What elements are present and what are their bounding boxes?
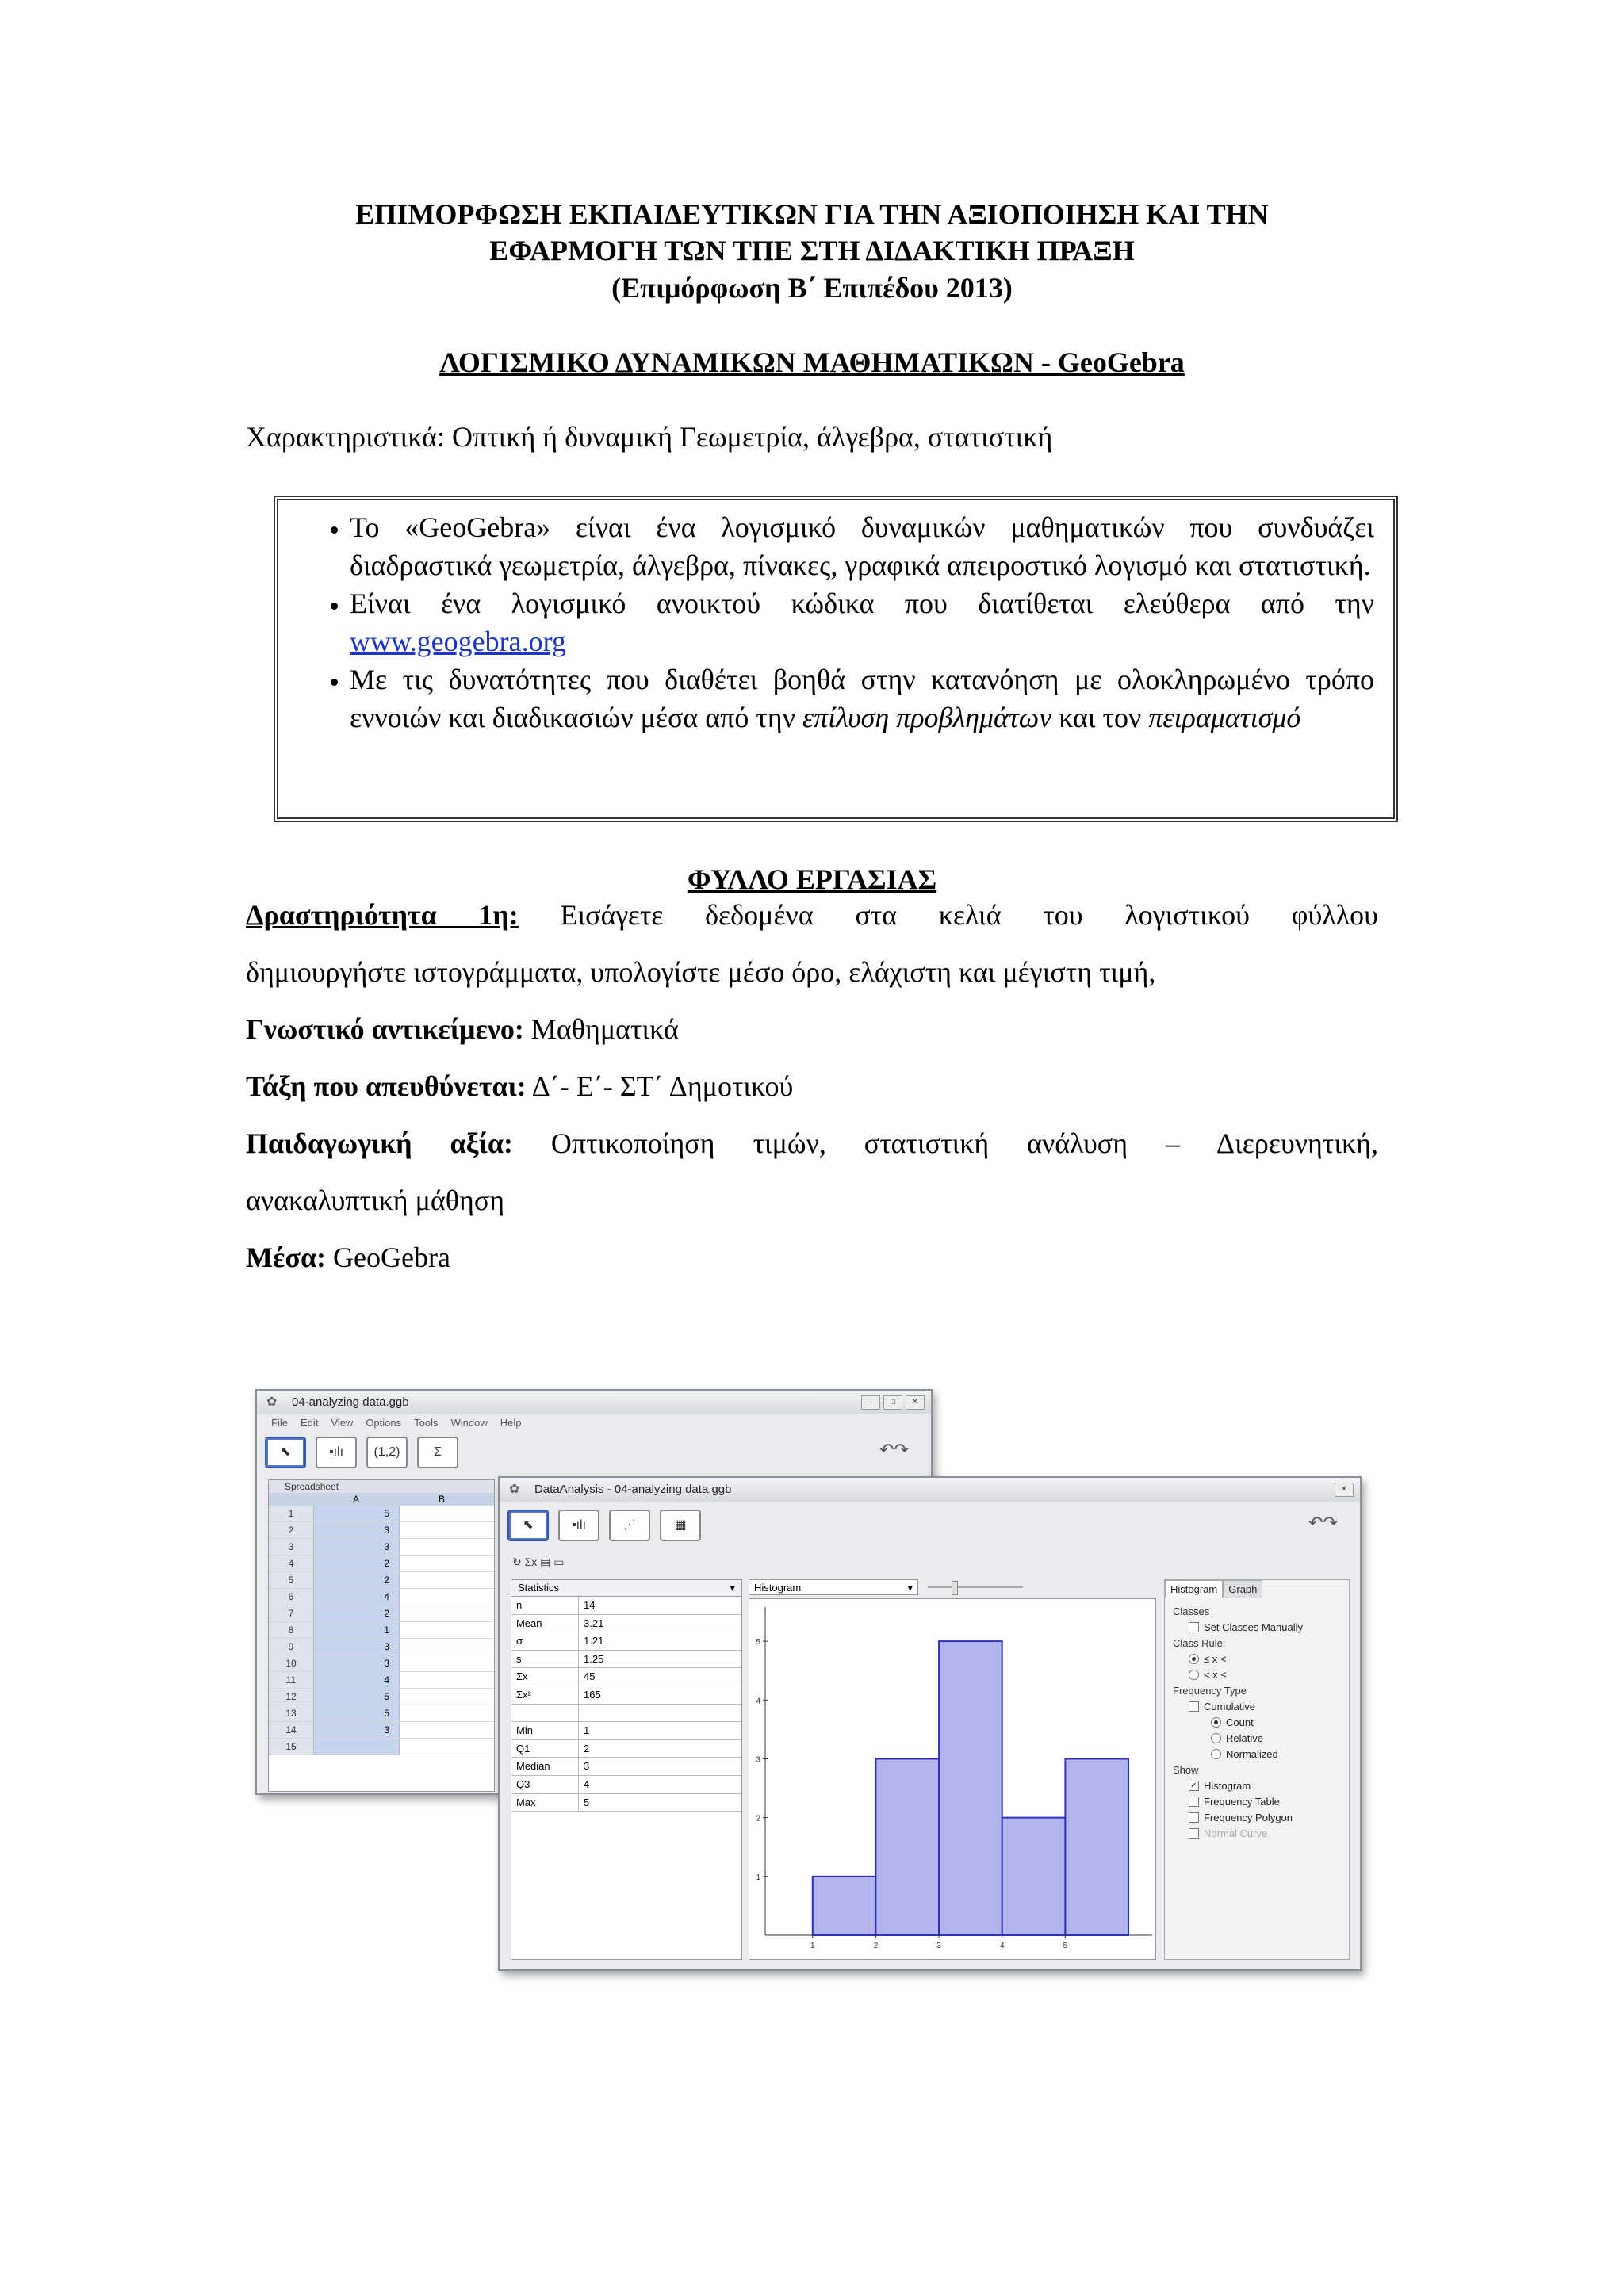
cell-a[interactable]: 3 — [314, 1722, 400, 1738]
rule-left-closed-radio[interactable] — [1189, 1653, 1349, 1665]
show-frequency-table-checkbox[interactable] — [1189, 1796, 1349, 1808]
geogebra-link[interactable]: www.geogebra.org — [350, 626, 566, 657]
media-line — [246, 1241, 1378, 1274]
column-header-row — [269, 1493, 494, 1506]
da-toolbar — [508, 1510, 701, 1541]
statistics-row — [511, 1615, 741, 1633]
subject-line — [246, 1012, 1378, 1046]
statistics-row — [511, 1651, 741, 1669]
da-window-buttons — [1335, 1483, 1354, 1497]
doc-header-line3: (Επιμόρφωση Β΄ Επιπέδου 2013) — [611, 272, 1013, 304]
cell-b[interactable] — [400, 1722, 485, 1738]
checkbox-icon — [1189, 1622, 1199, 1632]
spreadsheet-row — [269, 1605, 494, 1622]
relative-label: Relative — [1226, 1732, 1263, 1744]
cell-a[interactable]: 2 — [314, 1572, 400, 1588]
value-label: Παιδαγωγική αξία: — [246, 1127, 513, 1159]
bullet-1-text: Το «GeoGebra» είναι ένα λογισμικό δυναμικών μαθηματικών που συνδυάζει διαδραστικά γεωμετρία, άλγεβρα, πίνακες, γραφικά απειροστικό λογισμό και στατιστική. — [350, 511, 1374, 581]
stat-name — [511, 1705, 579, 1722]
rule2-label: < x ≤ — [1204, 1669, 1227, 1681]
media-value: GeoGebra — [333, 1242, 450, 1273]
row-number[interactable]: 11 — [269, 1672, 314, 1688]
cell-b[interactable] — [400, 1622, 485, 1638]
rule1-label: ≤ x < — [1204, 1653, 1227, 1665]
gg-window-title: 04-analyzing data.ggb — [292, 1395, 409, 1409]
menu-options[interactable]: Options — [366, 1417, 402, 1429]
gg-menubar — [257, 1414, 931, 1432]
stat-value: 1.25 — [584, 1652, 604, 1665]
histogram-bar — [875, 1758, 939, 1935]
normalized-label: Normalized — [1226, 1748, 1278, 1760]
row-number[interactable]: 1 — [269, 1506, 314, 1521]
gg-toolbar — [265, 1437, 458, 1468]
cell-a[interactable]: 5 — [314, 1689, 400, 1705]
spreadsheet-row — [269, 1655, 494, 1672]
stat-value — [579, 1705, 584, 1722]
show-label: Show — [1173, 1764, 1199, 1776]
geogebra-logo-icon: ✿ — [266, 1395, 278, 1409]
cumulative-label: Cumulative — [1204, 1701, 1256, 1712]
stat-name: Max — [511, 1794, 579, 1812]
stat-value: 1 — [584, 1724, 590, 1737]
row-number[interactable]: 10 — [269, 1655, 314, 1671]
info-bullets — [297, 508, 1374, 737]
chart-type-dropdown[interactable] — [749, 1579, 918, 1595]
bullet-3-mid: και τον — [1059, 702, 1142, 733]
histogram-svg — [749, 1599, 1155, 1959]
stat-value: 2 — [584, 1742, 590, 1755]
statistics-row — [511, 1632, 741, 1651]
stat-value: 5 — [584, 1796, 590, 1808]
spreadsheet[interactable] — [268, 1479, 495, 1792]
count-label: Count — [1226, 1716, 1254, 1728]
cell-a[interactable]: 2 — [314, 1556, 400, 1571]
stat-name: s — [511, 1651, 579, 1668]
x-tick-label: 2 — [873, 1942, 879, 1950]
info-bullet-3 — [350, 660, 1374, 737]
da-chart-tool-button[interactable]: ▪ılı — [558, 1510, 599, 1541]
class-label: Τάξη που απευθύνεται: — [246, 1070, 527, 1102]
statistics-row — [511, 1668, 741, 1686]
statistics-row — [511, 1722, 741, 1740]
menu-edit[interactable]: Edit — [300, 1417, 319, 1429]
spreadsheet-header: Spreadsheet — [269, 1480, 494, 1493]
y-tick-label: 3 — [756, 1755, 760, 1765]
statistics-table — [511, 1597, 741, 1812]
stat-value: 4 — [584, 1777, 590, 1790]
activity-label: Δραστηριότητα 1η: — [246, 899, 519, 931]
class-value: Δ΄- Ε΄- ΣΤ΄ Δημοτικού — [531, 1070, 794, 1102]
doc-header-line2: ΕΦΑΡΜΟΓΗ ΤΩΝ ΤΠΕ ΣΤΗ ΔΙΔΑΚΤΙΚΗ ΠΡΑΞΗ — [489, 235, 1135, 266]
spreadsheet-row — [269, 1622, 494, 1639]
column-b-header[interactable]: B — [438, 1494, 445, 1505]
undo-redo-icon[interactable]: ↶↷ — [879, 1440, 909, 1460]
statistics-row — [511, 1705, 741, 1723]
spreadsheet-row — [269, 1589, 494, 1605]
cell-a[interactable]: 5 — [314, 1506, 400, 1521]
value-text: Οπτικοποίηση τιμών, στατιστική ανάλυση – Διερευνητική, — [550, 1127, 1379, 1159]
chart-type-label: Histogram — [754, 1582, 802, 1594]
radio-icon — [1211, 1749, 1221, 1759]
statistics-row — [511, 1597, 741, 1615]
y-tick-label: 4 — [756, 1697, 760, 1706]
spreadsheet-row — [269, 1539, 494, 1556]
spreadsheet-row — [269, 1522, 494, 1539]
activity-text: Εισάγετε δεδομένα στα κελιά του λογιστικού φύλλου — [560, 899, 1379, 931]
show-histogram-label: Histogram — [1204, 1780, 1251, 1792]
stat-value: 1.21 — [584, 1635, 604, 1647]
rule-right-closed-radio[interactable] — [1189, 1669, 1349, 1681]
stat-name: Mean — [511, 1615, 579, 1632]
row-number[interactable]: 7 — [269, 1605, 314, 1621]
bullet-3-em2: πειραματισμό — [1148, 702, 1301, 733]
da-undo-redo-icon[interactable]: ↶↷ — [1308, 1513, 1338, 1533]
stat-value: 165 — [584, 1688, 601, 1701]
value-continuation: ανακαλυπτική μάθηση — [246, 1184, 505, 1216]
x-tick-label: 5 — [1063, 1942, 1068, 1950]
statistics-row — [511, 1758, 741, 1776]
stat-name: Σx² — [511, 1686, 579, 1704]
row-number[interactable]: 5 — [269, 1572, 314, 1588]
checkbox-icon — [1189, 1701, 1199, 1712]
cell-a[interactable]: 4 — [314, 1672, 400, 1688]
bullet-2-text: Είναι ένα λογισμικό ανοικτού κώδικα που διατίθεται ελεύθερα από την — [350, 587, 1374, 619]
row-number[interactable]: 3 — [269, 1539, 314, 1555]
show-frequency-polygon-label: Frequency Polygon — [1204, 1812, 1293, 1823]
statistics-panel — [511, 1579, 742, 1960]
stat-name: Σx — [511, 1668, 579, 1686]
frequency-type-label: Frequency Type — [1173, 1685, 1247, 1697]
row-number[interactable]: 9 — [269, 1639, 314, 1655]
statistics-row — [511, 1794, 741, 1812]
spreadsheet-row — [269, 1739, 494, 1755]
cell-b[interactable] — [400, 1689, 485, 1705]
cell-b[interactable] — [400, 1672, 485, 1688]
cell-a[interactable]: 5 — [314, 1705, 400, 1721]
x-tick-label: 3 — [936, 1942, 941, 1950]
subject-label: Γνωστικό αντικείμενο: — [246, 1013, 524, 1045]
statistics-row — [511, 1686, 741, 1705]
features-line: Χαρακτηριστικά: Οπτική ή δυναμική Γεωμετρία, άλγεβρα, στατιστική — [246, 421, 1053, 453]
row-number[interactable]: 15 — [269, 1739, 314, 1755]
histogram-chart — [749, 1598, 1156, 1960]
statistics-row — [511, 1776, 741, 1794]
stat-name: Median — [511, 1758, 579, 1775]
cell-b[interactable] — [400, 1556, 485, 1571]
normalized-radio[interactable] — [1211, 1748, 1349, 1760]
class-line — [246, 1070, 1378, 1103]
spreadsheet-row — [269, 1639, 494, 1655]
cell-b[interactable] — [400, 1539, 485, 1555]
checkbox-icon — [1189, 1797, 1199, 1807]
move-tool-button[interactable]: ⬉ — [265, 1437, 306, 1468]
spreadsheet-rows — [269, 1506, 494, 1755]
chevron-down-icon: ▾ — [907, 1582, 913, 1594]
da-titlebar — [500, 1478, 1360, 1502]
geogebra-logo-icon: ✿ — [509, 1483, 520, 1496]
spreadsheet-row — [269, 1506, 494, 1522]
histogram-bar — [1002, 1818, 1066, 1935]
cell-a[interactable]: 3 — [314, 1522, 400, 1538]
da-close-button[interactable]: ✕ — [1335, 1483, 1354, 1497]
cell-a[interactable]: 3 — [314, 1639, 400, 1655]
doc-subtitle: ΛΟΓΙΣΜΙΚΟ ΔΥΝΑΜΙΚΩΝ ΜΑΘΗΜΑΤΙΚΩΝ - GeoGebra — [439, 346, 1185, 378]
radio-icon — [1189, 1670, 1199, 1680]
x-tick-label: 1 — [810, 1942, 815, 1950]
options-group — [1165, 1598, 1349, 1839]
maximize-button[interactable]: □ — [883, 1395, 902, 1410]
checkbox-icon — [1189, 1828, 1199, 1839]
cell-b[interactable] — [400, 1705, 485, 1721]
show-normal-curve-checkbox[interactable] — [1189, 1827, 1349, 1839]
spreadsheet-row — [269, 1556, 494, 1572]
histogram-options-panel — [1164, 1579, 1350, 1960]
menu-tools[interactable]: Tools — [414, 1417, 439, 1429]
cell-a[interactable]: 3 — [314, 1655, 400, 1671]
spreadsheet-row — [269, 1572, 494, 1589]
cell-b[interactable] — [400, 1506, 485, 1521]
subject-value: Μαθηματικά — [530, 1013, 679, 1045]
data-analysis-window — [498, 1476, 1362, 1971]
stat-name: Min — [511, 1722, 579, 1739]
cell-a[interactable]: 3 — [314, 1539, 400, 1555]
row-number[interactable]: 14 — [269, 1722, 314, 1738]
y-tick-label: 1 — [756, 1873, 760, 1882]
row-number[interactable]: 12 — [269, 1689, 314, 1705]
cell-b[interactable] — [400, 1639, 485, 1655]
set-classes-checkbox[interactable] — [1189, 1621, 1349, 1633]
cell-a[interactable]: 2 — [314, 1605, 400, 1621]
bullet-3-text: Με τις δυνατότητες που διαθέτει βοηθά στην κατανόηση με ολοκληρωμένο τρόπο εννοιών και διαδικασιών μέσα από την — [350, 664, 1374, 733]
column-a-header[interactable]: A — [352, 1494, 359, 1505]
chart-tool-button[interactable]: ▪ılı — [316, 1437, 357, 1468]
worksheet-title: ΦΥΛΛΟ ΕΡΓΑΣΙΑΣ — [687, 863, 937, 895]
y-tick-label: 2 — [756, 1814, 760, 1823]
da-window-title: DataAnalysis - 04-analyzing data.ggb — [534, 1483, 732, 1496]
cell-a[interactable]: 4 — [314, 1589, 400, 1605]
classes-label: Classes — [1173, 1605, 1210, 1617]
cell-b[interactable] — [400, 1522, 485, 1538]
stat-name: Q1 — [511, 1740, 579, 1758]
cell-a[interactable]: 1 — [314, 1622, 400, 1638]
histogram-bar — [939, 1641, 1002, 1935]
row-number[interactable]: 4 — [269, 1556, 314, 1571]
cumulative-checkbox[interactable] — [1189, 1701, 1349, 1712]
activity-line — [246, 898, 1378, 932]
stat-value: 3 — [584, 1760, 590, 1773]
statistics-dropdown-label: Statistics — [518, 1582, 560, 1594]
radio-icon — [1211, 1733, 1221, 1743]
da-table-tool-button[interactable]: ▦ — [660, 1510, 701, 1541]
corner-cell — [269, 1493, 313, 1506]
menu-file[interactable]: File — [271, 1417, 288, 1429]
spreadsheet-row — [269, 1672, 494, 1689]
info-bullet-1 — [350, 508, 1374, 584]
spreadsheet-row — [269, 1705, 494, 1722]
set-classes-label: Set Classes Manually — [1204, 1621, 1303, 1633]
stat-value: 3.21 — [584, 1617, 604, 1629]
da-move-tool-button[interactable]: ⬉ — [508, 1510, 549, 1541]
list-tool-button[interactable]: (1,2) — [366, 1437, 408, 1468]
menu-view[interactable]: View — [331, 1417, 354, 1429]
relative-radio[interactable] — [1211, 1732, 1349, 1744]
da-view-toggle-icons[interactable]: ↻ Σx ▤ ▭ — [512, 1556, 565, 1568]
y-tick-label: 5 — [756, 1638, 760, 1647]
stat-name: n — [511, 1597, 579, 1614]
tab-histogram[interactable]: Histogram — [1165, 1580, 1223, 1598]
stat-value: 45 — [584, 1670, 596, 1683]
cell-a[interactable] — [314, 1739, 400, 1755]
info-box — [274, 496, 1398, 822]
bullet-3-em1: επίλυση προβλημάτων — [802, 702, 1052, 733]
sum-tool-button[interactable]: Σ — [417, 1437, 458, 1468]
histogram-bar — [813, 1877, 876, 1935]
stat-name: σ — [511, 1632, 579, 1650]
close-button[interactable]: ✕ — [906, 1395, 925, 1410]
show-frequency-polygon-checkbox[interactable] — [1189, 1812, 1349, 1823]
menu-help[interactable]: Help — [500, 1417, 522, 1429]
slider[interactable] — [928, 1579, 1023, 1595]
statistics-row — [511, 1740, 741, 1758]
spreadsheet-row — [269, 1722, 494, 1739]
da-plot-tool-button[interactable]: ⋰ — [609, 1510, 650, 1541]
stat-name: Q3 — [511, 1776, 579, 1793]
menu-window[interactable]: Window — [450, 1417, 488, 1429]
cell-b[interactable] — [400, 1655, 485, 1671]
row-number[interactable]: 2 — [269, 1522, 314, 1538]
spreadsheet-row — [269, 1689, 494, 1705]
x-tick-label: 4 — [999, 1942, 1005, 1950]
checkbox-icon — [1189, 1812, 1199, 1823]
checkmark-icon: ✓ — [1189, 1781, 1199, 1791]
minimize-button[interactable]: – — [861, 1395, 880, 1410]
show-frequency-table-label: Frequency Table — [1204, 1796, 1280, 1808]
tab-graph[interactable]: Graph — [1223, 1580, 1262, 1598]
info-bullet-2 — [350, 584, 1374, 660]
activity-continuation: δημιουργήστε ιστογράμματα, υπολογίστε μέσο όρο, ελάχιστη και μέγιστη τιμή, — [246, 956, 1156, 988]
value-line — [246, 1127, 1378, 1160]
row-number[interactable]: 8 — [269, 1622, 314, 1638]
histogram-bar — [1065, 1758, 1128, 1935]
cell-b[interactable] — [400, 1605, 485, 1621]
row-number[interactable]: 6 — [269, 1589, 314, 1605]
statistics-dropdown[interactable] — [511, 1580, 741, 1597]
show-histogram-checkbox[interactable] — [1189, 1780, 1349, 1792]
cell-b[interactable] — [400, 1572, 485, 1588]
radio-icon — [1189, 1654, 1199, 1664]
gg-window-buttons — [861, 1395, 925, 1410]
gg-titlebar — [257, 1391, 931, 1414]
count-radio[interactable] — [1211, 1716, 1349, 1728]
row-number[interactable]: 13 — [269, 1705, 314, 1721]
stat-value: 14 — [584, 1599, 596, 1611]
doc-header-line1: ΕΠΙΜΟΡΦΩΣΗ ΕΚΠΑΙΔΕΥΤΙΚΩΝ ΓΙΑ ΤΗΝ ΑΞΙΟΠΟΙΗΣΗ ΚΑΙ ΤΗΝ — [355, 198, 1269, 230]
class-rule-label: Class Rule: — [1173, 1637, 1226, 1649]
options-tabs — [1165, 1580, 1349, 1598]
radio-icon — [1211, 1717, 1221, 1728]
chevron-down-icon: ▾ — [730, 1582, 735, 1594]
cell-b[interactable] — [400, 1739, 485, 1755]
media-label: Μέσα: — [246, 1242, 327, 1273]
cell-b[interactable] — [400, 1589, 485, 1605]
show-normal-curve-label: Normal Curve — [1204, 1827, 1268, 1839]
